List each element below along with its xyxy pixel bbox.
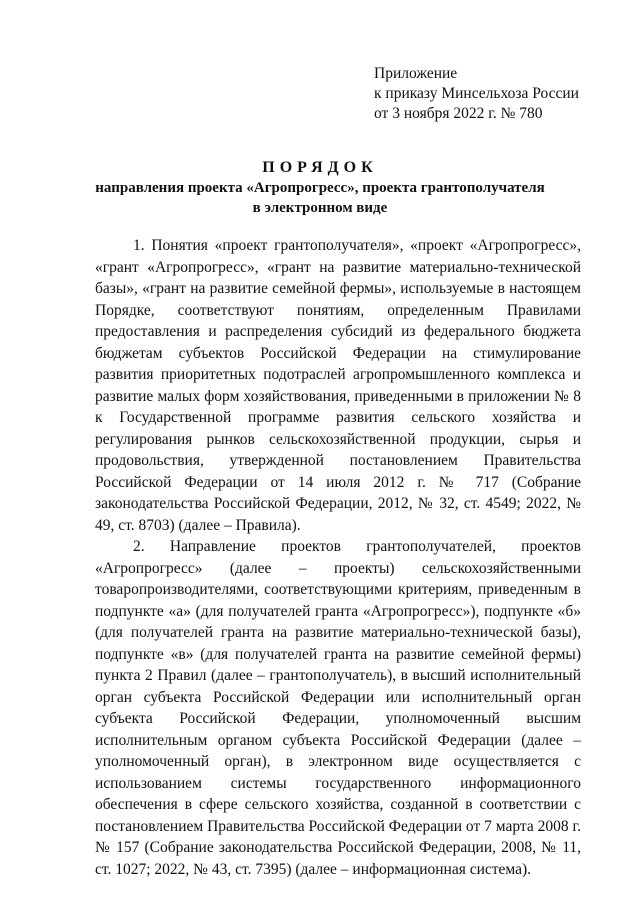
document-subtitle-line-1: направления проекта «Агропрогресс», проекта грантополучателя	[95, 180, 545, 196]
paragraph-1: 1. Понятия «проект грантополучателя», «проект «Агропрогресс», «грант «Агропрогресс», «грант на развитие материально-технической базы», «грант на развитие семейной фермы», используемые в настоящем Порядке, соответствуют понятиям, определенным Правилами предоставления и распределения субсидий из федерального бюджета бюджетам субъектов Российской Федерации на стимулирование развития приоритетных подотраслей агропромышленного комплекса и развитие малых форм хозяйствования, приведенными в приложении № 8 к Государственной программе развития сельского хозяйства и регулирования рынков сельскохозяйственной продукции, сырья и продовольствия, утвержденной постановлением Правительства Российской Федерации от 14 июля 2012 г. № 717 (Собрание законодательства Российской Федерации, 2012, № 32, ст. 4549; 2022, № 49, ст. 8703) (далее – Правила).	[95, 237, 581, 534]
document-title: ПОРЯДОК	[262, 159, 378, 176]
paragraph-2: 2. Направление проектов грантополучателей, проектов «Агропрогресс» (далее – проекты) сельскохозяйственными товаропроизводителями, соответствующими критериям, приведенным в подпункте «а» (для получателей гранта «Агропрогресс»), подпункте «б» (для получателей гранта на развитие материально-технической базы), подпункте «в» (для получателей гранта на развитие семейной фермы) пункта 2 Правил (далее – грантополучатель), в высший исполнительный орган субъекта Российской Федерации или исполнительный орган субъекта Российской Федерации, уполномоченный высшим исполнительным органом субъекта Российской Федерации (далее – уполномоченный орган), в электронном виде осуществляется с использованием системы государственного информационного обеспечения в сфере сельского хозяйства, созданной в соответствии с постановлением Правительства Российской Федерации от 7 марта 2008 г. № 157 (Собрание законодательства Российской Федерации, 2008, № 11, ст. 1027; 2022, № 43, ст. 7395) (далее – информационная система).	[95, 538, 581, 878]
approval-line-2: к приказу Минсельхоза России	[374, 85, 579, 102]
approval-line-3: от 3 ноября 2022 г. № 780	[374, 105, 543, 122]
approval-line-1: Приложение	[374, 65, 458, 82]
document-body	[95, 235, 581, 880]
document-subtitle-line-2: в электронном виде	[252, 200, 388, 216]
document-heading	[0, 158, 640, 218]
approval-stamp	[374, 64, 579, 124]
